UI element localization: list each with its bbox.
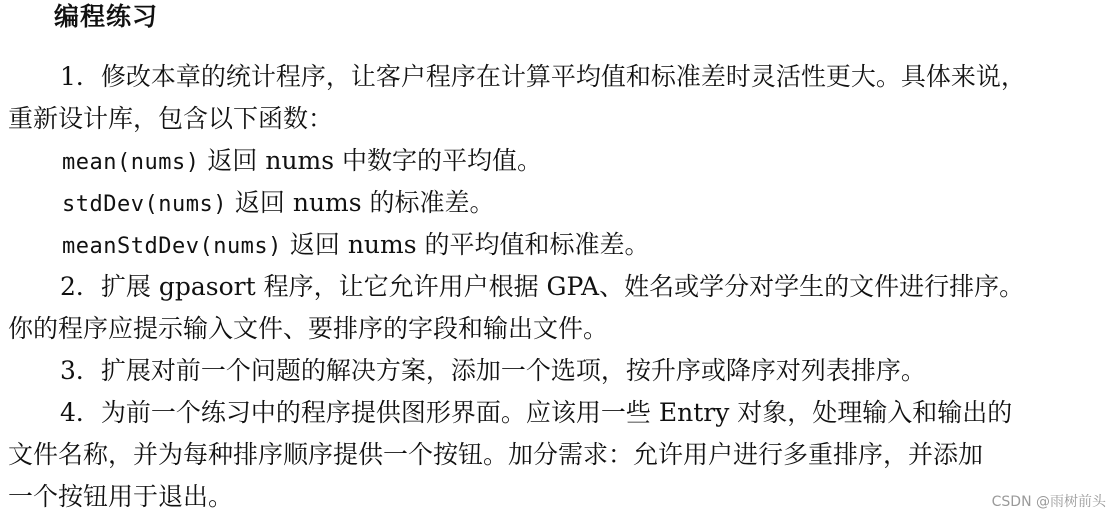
function-code: mean(nums) [62,150,200,175]
exercise-1-line-2: 重新设计库，包含以下函数： [8,104,334,133]
exercise-4-line-1: 4．为前一个练习中的程序提供图形界面。应该用一些 Entry 对象，处理输入和输出的 [60,398,1013,427]
function-code: stdDev(nums) [62,192,227,217]
function-mean [62,146,542,178]
csdn-watermark: CSDN @雨树前头 [991,494,1106,510]
exercise-2-line-1: 2．扩展 gpasort 程序，让它允许用户根据 GPA、姓名或学分对学生的文件进行排序。 [60,272,1025,301]
function-description: 返回 nums 中数字的平均值。 [207,146,543,175]
exercise-4-line-3: 一个按钮用于退出。 [8,482,234,511]
exercise-1-line-1: 1．修改本章的统计程序，让客户程序在计算平均值和标准差时灵活性更大。具体来说， [60,62,1026,91]
function-description: 返回 nums 的标准差。 [234,188,495,217]
function-description: 返回 nums 的平均值和标准差。 [289,230,650,259]
exercise-3-line-1: 3．扩展对前一个问题的解决方案，添加一个选项，按升序或降序对列表排序。 [60,356,926,385]
function-meanstddev [62,230,650,262]
function-stddev [62,188,495,220]
function-code: meanStdDev(nums) [62,234,282,259]
exercise-2-line-2: 你的程序应提示输入文件、要排序的字段和输出文件。 [8,314,609,343]
section-title: 编程练习 [54,2,159,31]
exercise-4-line-2: 文件名称，并为每种排序顺序提供一个按钮。加分需求：允许用户进行多重排序，并添加 [8,440,984,469]
